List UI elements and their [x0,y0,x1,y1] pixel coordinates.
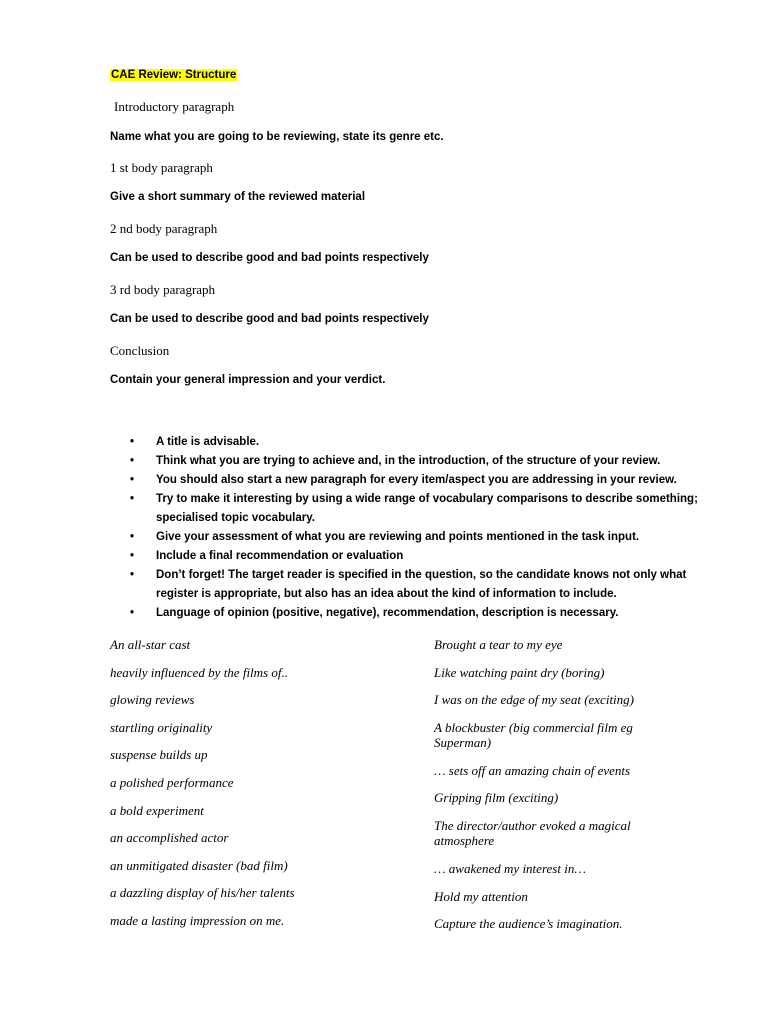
section-heading-body1: 1 st body paragraph [110,160,213,175]
vocab-phrase: Like watching paint dry (boring) [434,664,605,680]
section-heading-body2: 2 nd body paragraph [110,221,218,236]
vocab-phrase: A blockbuster (big commercial film eg Superman) [434,719,633,750]
title-highlight: CAE Review: Structure [111,69,237,81]
tip-text: Think what you are trying to achieve and, in the introduction, of the structure of your review. [156,455,661,467]
tip-text: Don’t forget! The target reader is specified in the question, so the candidate knows not only what register is appropriate, but also has an idea about the kind of information to include. [156,569,687,600]
bullet-icon: • [130,493,135,505]
tip-text: A title is advisable. [156,436,260,448]
vocab-phrase: glowing reviews [110,692,195,708]
list-item [130,566,730,604]
vocab-phrase: Capture the audience’s imagination. [434,916,623,932]
bullet-icon: • [130,455,135,467]
vocab-phrase: suspense builds up [110,747,208,763]
vocab-phrase: a polished performance [110,774,234,790]
vocab-phrase: heavily influenced by the films of.. [110,664,288,680]
list-item [130,490,730,528]
section-heading-conclusion: Conclusion [110,343,170,358]
vocab-phrase: an unmitigated disaster (bad film) [110,857,288,873]
bullet-icon: • [130,550,135,562]
vocab-phrase: The director/author evoked a magical atmosphere [434,817,631,848]
bullet-icon: • [130,531,135,543]
vocab-phrase: Hold my attention [434,888,528,904]
section-heading-body3: 3 rd body paragraph [110,282,216,297]
section-text-body1: Give a short summary of the reviewed material [110,191,366,203]
tips-list [130,433,730,623]
list-item [130,604,730,623]
vocab-phrase: … awakened my interest in… [434,860,586,876]
bullet-icon: • [130,436,135,448]
vocab-phrase: made a lasting impression on me. [110,912,285,928]
bullet-icon: • [130,569,135,581]
vocab-column-right [434,637,674,944]
vocab-column-left [110,637,400,941]
vocab-phrase: Brought a tear to my eye [434,637,563,652]
vocab-phrase: a bold experiment [110,802,204,818]
page-title [110,69,237,81]
list-item [130,471,730,490]
section-text-body3: Can be used to describe good and bad points respectively [110,313,429,325]
tip-text: You should also start a new paragraph for every item/aspect you are addressing in your review. [156,474,677,486]
list-item [130,433,730,452]
vocab-phrase: Gripping film (exciting) [434,790,559,806]
vocab-phrase: … sets off an amazing chain of events [434,762,631,778]
vocab-phrase: An all-star cast [110,637,191,652]
list-item [130,528,730,547]
section-text-body2: Can be used to describe good and bad points respectively [110,252,429,264]
tip-text: Language of opinion (positive, negative), recommendation, description is necessary. [156,607,619,619]
tip-text: Try to make it interesting by using a wide range of vocabulary comparisons to describe something; specialised topic vocabulary. [156,493,698,524]
list-item [130,547,730,566]
vocab-phrase: a dazzling display of his/her talents [110,885,295,901]
vocab-phrase: an accomplished actor [110,830,229,846]
section-text-conclusion: Contain your general impression and your verdict. [110,374,386,386]
vocab-phrase: startling originality [110,719,213,735]
bullet-icon: • [130,607,135,619]
section-heading-intro: Introductory paragraph [114,99,235,114]
vocab-phrase: I was on the edge of my seat (exciting) [434,692,634,708]
tip-text: Include a final recommendation or evaluation [156,550,404,562]
bullet-icon: • [130,474,135,486]
list-item [130,452,730,471]
section-text-intro: Name what you are going to be reviewing, state its genre etc. [110,131,444,143]
tip-text: Give your assessment of what you are reviewing and points mentioned in the task input. [156,531,640,543]
